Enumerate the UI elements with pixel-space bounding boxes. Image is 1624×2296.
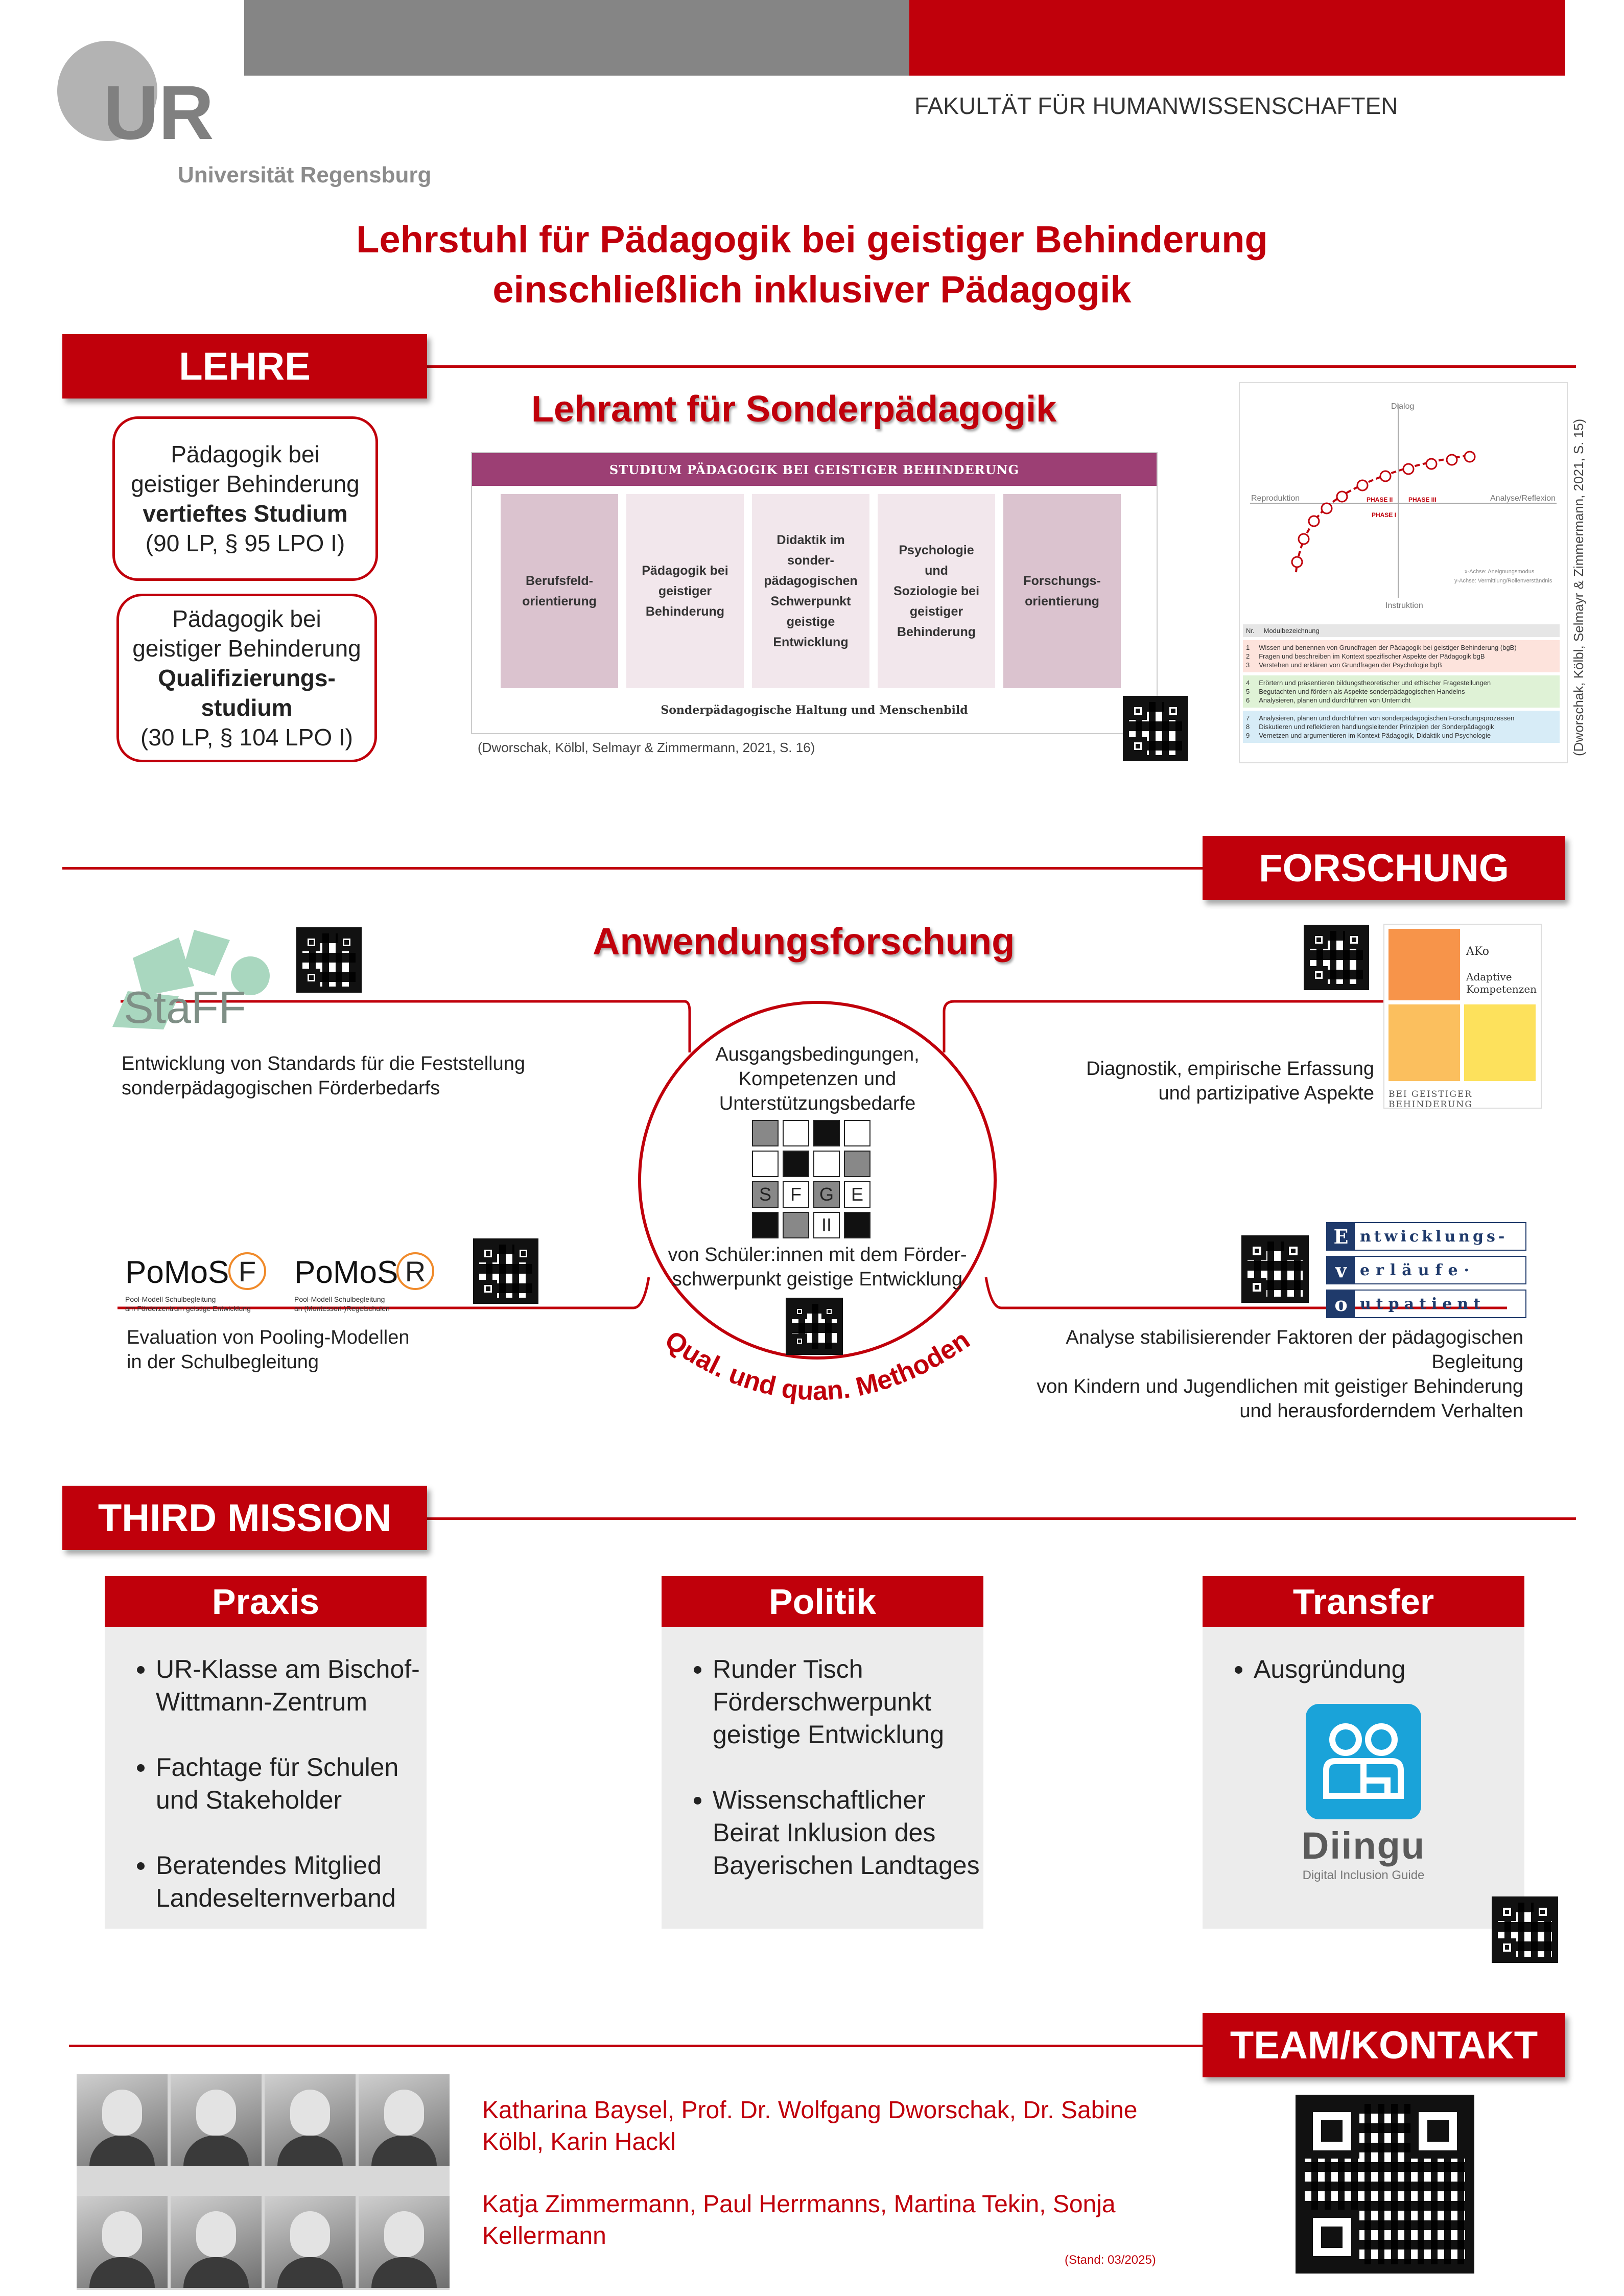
pomos-qr-code[interactable]	[473, 1238, 538, 1304]
grid-letter-f: F	[783, 1181, 809, 1208]
university-logo-letters: UR	[103, 69, 214, 155]
page-title-line2: einschließlich inklusiver Pädagogik	[492, 268, 1132, 311]
university-name: Universität Regensburg	[178, 162, 432, 188]
anwendungsforschung-heading: Anwendungsforschung	[593, 920, 1015, 963]
evo-row-2: v erläufe·	[1326, 1256, 1526, 1284]
diingu-logo-name: Diingu	[1301, 1824, 1426, 1867]
evo-qr-code[interactable]	[1241, 1235, 1309, 1303]
third-mission-divider	[424, 1517, 1576, 1520]
lehramt-heading: Lehramt für Sonderpädagogik	[531, 389, 1057, 430]
team-qr-code[interactable]	[1296, 2095, 1474, 2274]
ako-logo	[1383, 924, 1542, 1109]
team-photo	[265, 2074, 356, 2166]
study-diagram-citation: (Dworschak, Kölbl, Selmayr & Zimmermann, 2021, S. 16)	[478, 740, 815, 755]
methods-arc	[633, 1180, 1001, 1415]
list-item: • Wissenschaftlicher Beirat Inklusion des Bayerischen Landtages	[713, 1784, 983, 1882]
stand-date: (Stand: 03/2025)	[1065, 2253, 1156, 2267]
staff-qr-code[interactable]	[296, 927, 362, 993]
ako-desc-line2: und partizipative Aspekte	[1158, 1083, 1374, 1104]
list-item: • Beratendes Mitglied Landeselternverband	[156, 1849, 427, 1914]
spiral-phase-1: PHASE I	[1372, 511, 1397, 519]
module-row: 4 Erörtern und präsentieren bildungstheoretischer und ethischer Fragestellungen	[1246, 679, 1491, 687]
box1-line4: (90 LP, § 95 LPO I)	[145, 530, 345, 556]
team-photo	[359, 2196, 450, 2288]
module-row: 7 Analysieren, planen und durchführen von sonderpädagogischen Forschungsprozessen	[1246, 714, 1515, 722]
ako-qr-code[interactable]	[1304, 925, 1369, 990]
pomos-f-sub2: am Förderzentrum geistige Entwicklung	[125, 1304, 251, 1313]
module-row: 8 Diskutieren und reflektieren handlungsleitender Prinzipien der Sonderpädagogik	[1246, 723, 1494, 731]
methods-arc-text: Qual. und quan. Methoden	[660, 1325, 975, 1407]
grid-letter-g: G	[813, 1181, 840, 1208]
circle-top-line2: Kompetenzen und	[738, 1068, 897, 1090]
team-divider	[69, 2045, 1208, 2047]
third-mission-label: THIRD MISSION	[62, 1486, 427, 1550]
box2-line5: (30 LP, § 104 LPO I)	[140, 724, 353, 751]
praxis-card	[105, 1576, 427, 1929]
diagram-col-berufsfeld: Berufsfeld- orientierung	[501, 494, 618, 688]
forschung-label: FORSCHUNG	[1203, 836, 1565, 900]
circle-top-text	[664, 1042, 971, 1116]
diagram-col-didaktik: Didaktik im sonder- pädagogischen Schwerpunkt geistige Entwicklung	[752, 494, 869, 688]
team-photo	[77, 2196, 168, 2288]
staff-desc-line1: Entwicklung von Standards für die Feststellung	[122, 1053, 525, 1074]
staff-description	[122, 1051, 525, 1100]
politik-list	[677, 1653, 983, 1882]
diagram-col-forschung: Forschungs- orientierung	[1003, 494, 1121, 688]
module-table-header-nr: Nr.	[1246, 627, 1255, 635]
pomos-r-sub2: an (Montessori-)Regelschulen	[294, 1304, 390, 1313]
team-names-2: Katja Zimmermann, Paul Herrmanns, Martina Tekin, Sonja Kellermann	[482, 2191, 1116, 2250]
team-photos	[77, 2074, 450, 2290]
pomos-desc-line2: in der Schulbegleitung	[127, 1351, 319, 1373]
spiral-phase-3: PHASE III	[1408, 496, 1437, 503]
spiral-phase-2: PHASE II	[1367, 496, 1393, 503]
spiral-citation: (Dworschak, Kölbl, Selmayr & Zimmermann, 2021, S. 15)	[1571, 418, 1586, 756]
module-row: 3 Verstehen und erklären von Grundfragen der Psychologie bgB	[1246, 661, 1442, 669]
page-title-line1: Lehrstuhl für Pädagogik bei geistiger Behinderung	[356, 218, 1268, 261]
spiral-legend-2: y-Achse: Vermittlung/Rollenverständnis	[1454, 578, 1552, 584]
study-diagram-footer: Sonderpädagogische Haltung und Menschenbild	[661, 704, 968, 717]
ako-subtitle2: Kompetenzen	[1466, 983, 1537, 995]
box2-line2: geistiger Behinderung	[132, 635, 361, 662]
evo-desc-line2: von Kindern und Jugendlichen mit geistiger Behinderung	[1037, 1376, 1523, 1397]
list-item: • Runder Tisch Förderschwerpunkt geistige Entwicklung	[713, 1653, 983, 1751]
staff-desc-line2: sonderpädagogischen Förderbedarfs	[122, 1077, 440, 1099]
pomos-f-letter: F	[228, 1252, 266, 1290]
spiral-left-label: Reproduktion	[1251, 494, 1300, 503]
ako-title: AKo	[1466, 945, 1489, 958]
spiral-legend-1: x-Achse: Aneignungsmodus	[1465, 569, 1535, 575]
list-item: • Fachtage für Schulen und Stakeholder	[156, 1751, 427, 1816]
evo-desc-line1: Analyse stabilisierender Faktoren der pädagogischen Begleitung	[1066, 1327, 1523, 1373]
praxis-title: Praxis	[105, 1576, 427, 1627]
list-item: • UR-Klasse am Bischof-Wittmann-Zentrum	[156, 1653, 427, 1718]
team-photo	[171, 2196, 262, 2288]
staff-logo	[102, 909, 276, 1037]
module-row: 5 Begutachten und fördern als Aspekte sonderpädagogischen Handelns	[1246, 688, 1465, 695]
pomos-r-logo	[294, 1254, 463, 1321]
ako-footer: BEI GEISTIGER BEHINDERUNG	[1388, 1089, 1473, 1110]
box2-line1: Pädagogik bei	[172, 605, 321, 632]
diagram-col-psychologie: Psychologie und Soziologie bei geistiger Behinderung	[878, 494, 995, 688]
politik-title: Politik	[662, 1576, 983, 1627]
team-label: TEAM/KONTAKT	[1203, 2013, 1565, 2077]
circle-top-line3: Unterstützungsbedarfe	[719, 1093, 916, 1114]
transfer-title: Transfer	[1203, 1576, 1524, 1627]
praxis-list	[120, 1653, 427, 1914]
pomos-f-logo	[125, 1254, 294, 1321]
ako-desc-line1: Diagnostik, empirische Erfassung	[1086, 1058, 1374, 1080]
team-photo	[265, 2196, 356, 2288]
diingu-logo-sub: Digital Inclusion Guide	[1302, 1868, 1425, 1882]
module-row: 1 Wissen und benennen von Grundfragen der Pädagogik bei geistiger Behinderung (bgB)	[1246, 644, 1517, 651]
faculty-name: FAKULTÄT FÜR HUMANWISSENSCHAFTEN	[914, 92, 1398, 119]
transfer-card	[1203, 1576, 1524, 1929]
module-row: 2 Fragen und beschreiben im Kontext spezifischer Aspekte der Pädagogik bgB	[1246, 652, 1485, 660]
spiral-top-label: Dialog	[1391, 402, 1415, 411]
module-row: 9 Vernetzen und argumentieren im Kontext Pädagogik, Didaktik und Psychologie	[1246, 732, 1491, 739]
pomos-r-sub1: Pool-Modell Schulbegleitung	[294, 1295, 385, 1303]
box1-line1: Pädagogik bei	[171, 441, 320, 467]
diingu-logo-icon	[1306, 1704, 1421, 1819]
politik-card	[662, 1576, 983, 1929]
team-photo	[77, 2074, 168, 2166]
circle-bottom-line2: schwerpunkt geistige Entwicklung	[672, 1269, 963, 1290]
transfer-qr-code[interactable]	[1492, 1896, 1558, 1963]
pomos-r-text: PoMoS	[294, 1255, 398, 1290]
team-names-1: Katharina Baysel, Prof. Dr. Wolfgang Dworschak, Dr. Sabine Kölbl, Karin Hackl	[482, 2097, 1138, 2156]
evo-row-3: o utpatient	[1326, 1290, 1526, 1318]
list-item: • Ausgründung	[1254, 1653, 1405, 1685]
box1-line2: geistiger Behinderung	[131, 471, 360, 497]
diagram-col-paedagogik: Pädagogik bei geistiger Behinderung	[626, 494, 744, 688]
team-photo	[359, 2074, 450, 2166]
team-photo	[171, 2074, 262, 2166]
lehre-label: LEHRE	[62, 334, 427, 399]
svg-text:Qual. und quan. Methoden	[660, 1325, 975, 1406]
ako-subtitle1: Adaptive	[1466, 971, 1512, 983]
evo-logo	[1326, 1222, 1525, 1317]
evo-description	[971, 1325, 1523, 1423]
staff-logo-text: StaFF	[124, 982, 246, 1033]
evo-desc-line3: und herausforderndem Verhalten	[1239, 1400, 1523, 1422]
ako-description	[1052, 1057, 1374, 1106]
spiral-bottom-label: Instruktion	[1385, 601, 1423, 610]
transfer-list	[1218, 1653, 1405, 1685]
module-table-header-name: Modulbezeichnung	[1263, 627, 1320, 635]
grid-letter-s: S	[752, 1181, 779, 1208]
pomos-f-sub1: Pool-Modell Schulbegleitung	[125, 1295, 216, 1303]
box2-bold1: Qualifizierungs-	[158, 665, 336, 691]
evo-row-1: E ntwicklungs-	[1326, 1222, 1526, 1251]
box2-bold2: studium	[201, 694, 293, 721]
box1-bold: vertieftes Studium	[143, 500, 348, 527]
pomos-desc-line1: Evaluation von Pooling-Modellen	[127, 1327, 410, 1348]
study-diagram-header: STUDIUM PÄDAGOGIK BEI GEISTIGER BEHINDERUNG	[472, 453, 1157, 486]
module-row: 6 Analysieren, planen und durchführen von Unterricht	[1246, 696, 1411, 704]
circle-bottom-line1: von Schüler:innen mit dem Förder-	[668, 1244, 967, 1266]
grid-letter-ii: II	[813, 1212, 840, 1238]
pomos-f-text: PoMoS	[125, 1255, 229, 1290]
spiral-right-label: Analyse/Reflexion	[1490, 494, 1556, 503]
grid-letter-e: E	[844, 1181, 870, 1208]
circle-top-line1: Ausgangsbedingungen,	[715, 1044, 920, 1065]
pomos-r-letter: R	[396, 1252, 434, 1290]
pomos-description	[127, 1325, 409, 1374]
